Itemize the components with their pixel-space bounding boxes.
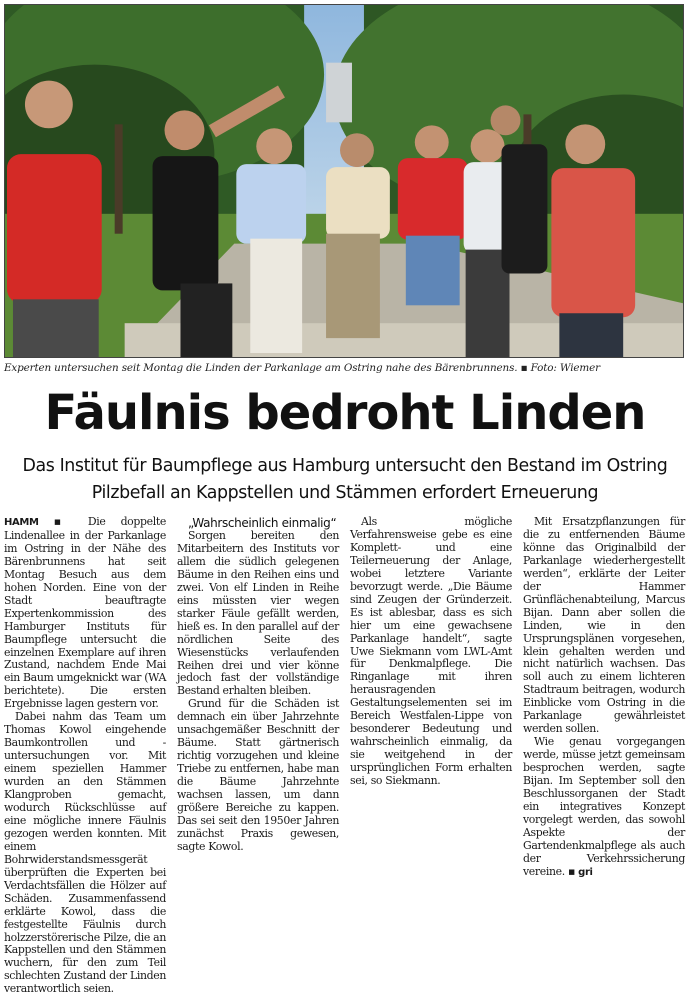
article-subhead: „Wahrscheinlich einmalig“ <box>188 516 337 530</box>
article-paragraph: Sorgen bereiten den Mitarbeitern des Instituts vor allem die südlich gelegenen Bäume in den Reihen eins und zwei. Von elf Linden in Reihe eins müssten vier wegen starker Fäule gefällt werden, hieß es. In den parallel auf der nördlichen Seite des Wiesenstücks verlaufenden Reihen drei und vier könne jedoch fast der vollständige Bestand erhalten bleiben. <box>177 529 339 698</box>
article-paragraph-text: Wie genau vorgegangen werde, müsse jetzt gemeinsam besprochen werden, sagte Bijan. Im September soll den Beschlussorganen der Stadt ein integratives Konzept vorgelegt werden, das sowohl Aspekte der Gartendenkmalpflege als auch der Verkehrssicherung vereine. <box>523 735 685 878</box>
signature-bullet: ▪ <box>567 864 576 878</box>
dateline-bullet: ▪ <box>53 515 73 528</box>
article-column-1 <box>4 516 166 996</box>
article-column-4 <box>523 516 685 880</box>
photo-caption <box>4 362 686 374</box>
article-paragraph: Dabei nahm das Team um Thomas Kowol eingehende Baumkontrollen und -untersuchungen vor. Mit einem speziellen Hammer wurden an den Stämmen Klangproben gemacht, wodurch Rückschlüsse auf eine mögliche innere Fäulnis gezogen werden konnten. Mit einem Bohrwiderstandsmessgerät überprüften die Experten bei Verdachtsfällen die Hölzer auf Schäden. Zusammenfassend erklärte Kowol, dass die festgestellte Fäulnis durch holzzerstörerische Pilze, die an Kappstellen und den Stämmen wuchern, für den zum Teil schlechten Zustand der Linden verantwortlich seien. <box>4 710 166 996</box>
article-paragraph-last <box>523 736 685 879</box>
article-photo <box>4 4 684 358</box>
dateline: HAMM <box>4 517 39 528</box>
article-intro <box>4 516 166 711</box>
article-column-2 <box>177 516 339 854</box>
photo-group-of-men-under-linden-trees-icon <box>5 5 683 357</box>
intro-text: Die doppelte Lindenallee in der Parkanlage im Ostring in der Nähe des Bärenbrunnens hat seit Montag Besuch aus dem hohen Norden. Eine von der Stadt beauftragte Expertenkommission des Hamburger Instituts für Baumpflege untersucht die einzelnen Exemplare auf ihren Zustand, nachdem Ende Mai ein Baum umgeknickt war (WA berichtete). Die ersten Ergebnisse lagen gestern vor. <box>4 515 166 711</box>
caption-credit: Foto: Wiemer <box>530 362 600 374</box>
caption-text: Experten untersuchen seit Montag die Linden der Parkanlage am Ostring nahe des Bärenbrunnens. <box>4 362 518 374</box>
article-paragraph: Als mögliche Verfahrensweise gebe es eine Komplett- und eine Teilerneuerung der Anlage, wobei letztere Variante bevorzugt werde. „Die Bäume sind Zeugen der Gründerzeit. Es ist ablesbar, dass es sich hier um eine gewachsene Parkanlage handelt“, sagte Uwe Siekmann vom LWL-Amt für Denkmalpflege. Die Ringanlage mit ihren herausragenden Gestaltungselementen sei im Bereich Westfalen-Lippe von besonderer Bedeutung und wahrscheinlich einmalig, da sie weitgehend in der ursprünglichen Form erhalten sei, so Siekmann. <box>350 515 512 788</box>
subheadline-1: Das Institut für Baumpflege aus Hamburg untersucht den Bestand im Ostring <box>22 456 668 476</box>
headline: Fäulnis bedroht Linden <box>44 385 646 441</box>
article-paragraph: Grund für die Schäden ist demnach ein über Jahrzehnte unsachgemäßer Beschnitt der Bäume. Statt gärtnerisch richtig vorzugehen und kleine Triebe zu entfernen, habe man die Bäume Jahrzehnte wachsen lassen, um dann größere Bereiche zu kappen. Das sei seit den 1950er Jahren zunächst Praxis gewesen, sagte Kowol. <box>177 697 339 853</box>
caption-bullet: ▪ <box>520 362 528 374</box>
author-signature: gri <box>578 866 593 878</box>
article-column-3 <box>350 516 512 788</box>
article-paragraph: Mit Ersatzpflanzungen für die zu entfernenden Bäume könne das Originalbild der Parkanlage wiederhergestellt werden“, erklärte der Leiter der Hammer Grünflächenabteilung, Marcus Bijan. Dann aber sollen die Linden, wie in den Ursprungsplänen vorgesehen, klein gehalten werden und nicht natürlich wachsen. Das soll auch zu einem lichteren Stadtraum beitragen, wodurch Einblicke vom Ostring in die Parkanlage gewährleistet werden sollen. <box>523 515 685 736</box>
subheadline-2: Pilzbefall an Kappstellen und Stämmen erfordert Erneuerung <box>91 483 599 503</box>
